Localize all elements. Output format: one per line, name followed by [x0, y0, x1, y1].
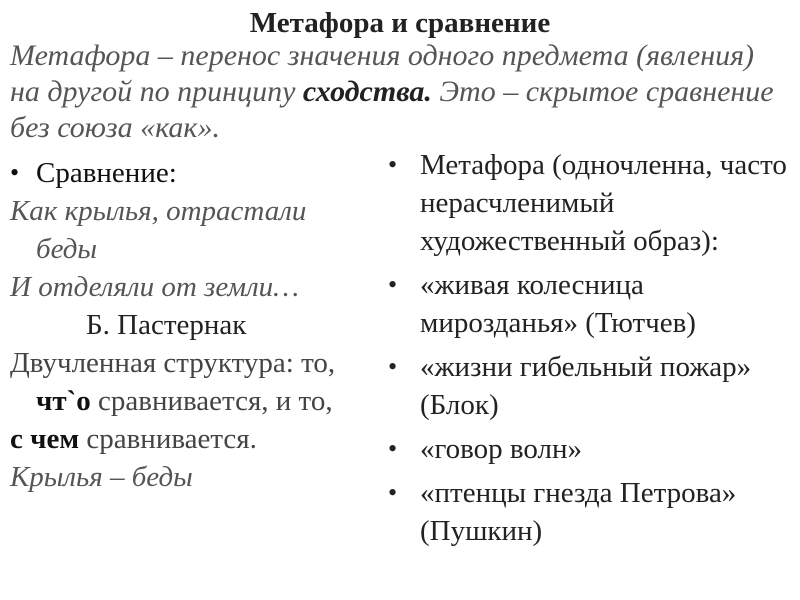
list-item-text: «говор волн»: [420, 433, 583, 465]
quote-author: Б. Пастернак: [86, 309, 247, 341]
bullet-dot-icon: •: [388, 352, 398, 381]
list-item-text: Метафора (одночленна, часто нерасчленимый художественный образ):: [420, 149, 787, 257]
bullet-dot-icon: •: [388, 270, 398, 299]
structure-bold-what: чт`о: [36, 385, 91, 417]
bullet-dot-icon: •: [388, 434, 398, 463]
list-item: [388, 266, 788, 342]
metaphor-definition: [10, 38, 790, 146]
bullet-dot-icon: •: [388, 150, 398, 179]
structure-line-3-rest: сравнивается.: [79, 423, 257, 455]
quote-line-3: И отделяли от земли…: [10, 271, 299, 303]
list-item: [388, 146, 788, 260]
metaphor-column: [388, 146, 788, 556]
list-item-text: «птенцы гнезда Петрова» (Пушкин): [420, 477, 737, 547]
list-item-text: «жизни гибельный пожар» (Блок): [420, 351, 752, 421]
definition-bold-word: сходства.: [302, 75, 432, 108]
structure-line-3: [10, 420, 390, 458]
comparison-example: Крылья – беды: [10, 461, 193, 493]
comparison-heading: Сравнение:: [36, 157, 177, 189]
list-item: [388, 430, 788, 468]
definition-text-2: Это – скрытое сравнение без союза «как».: [10, 75, 774, 144]
comparison-column: [10, 154, 390, 496]
list-item: [388, 474, 788, 550]
structure-bold-with-what: с чем: [10, 423, 80, 455]
bullet-dot-icon: •: [10, 158, 20, 187]
structure-line-1: Двучленная структура: то,: [10, 347, 336, 379]
quote-line-1: Как крылья, отрастали: [10, 195, 307, 227]
definition-text-1: Метафора – перенос значения одного предмета (явления) на другой по принципу: [10, 39, 755, 108]
quote-line-2: беды: [36, 233, 98, 265]
structure-line-2: [10, 382, 390, 420]
list-item: [388, 348, 788, 424]
structure-line-2-rest: сравнивается, и то,: [90, 385, 333, 417]
bullet-dot-icon: •: [388, 478, 398, 507]
comparison-heading-item: [10, 154, 390, 192]
slide-title: Метафора и сравнение: [249, 7, 551, 39]
list-item-text: «живая колесница мирозданья» (Тютчев): [420, 269, 696, 339]
